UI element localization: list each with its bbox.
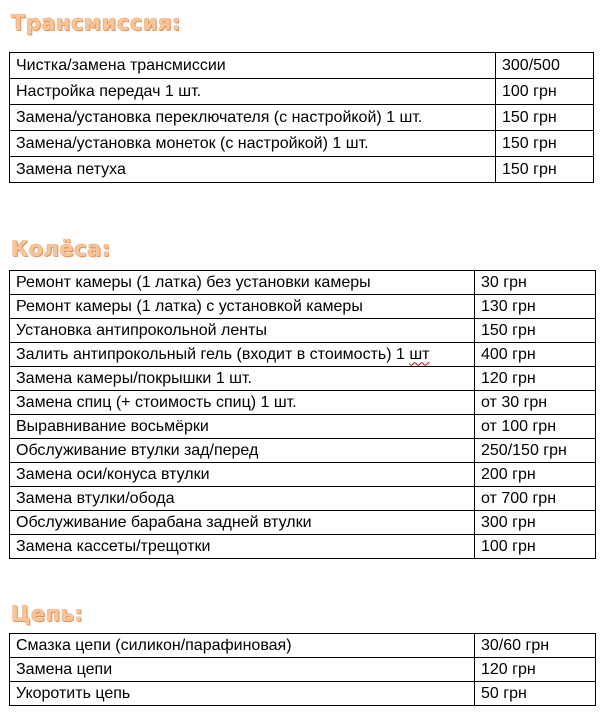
price-cell: 300/500 (496, 53, 594, 79)
table-row (10, 131, 594, 157)
price-cell: 300 грн (475, 511, 596, 535)
service-cell: Замена цепи (10, 658, 475, 682)
price-cell: от 100 грн (475, 415, 596, 439)
price-cell: 250/150 грн (475, 439, 596, 463)
table-row (10, 391, 596, 415)
spellcheck-flagged-word: шт (409, 345, 430, 363)
service-cell: Обслуживание втулки зад/перед (10, 439, 475, 463)
service-cell: Замена спиц (+ стоимость спиц) 1 шт. (10, 391, 475, 415)
table-row (10, 343, 596, 367)
table-row (10, 271, 596, 295)
price-cell: 30/60 грн (475, 634, 596, 658)
price-cell: 30 грн (475, 271, 596, 295)
table-row (10, 79, 594, 105)
table-row (10, 634, 596, 658)
price-cell: 150 грн (496, 105, 594, 131)
price-table-transmission (9, 52, 594, 183)
table-row (10, 157, 594, 183)
price-cell: от 30 грн (475, 391, 596, 415)
service-text: Залить антипрокольный гель (входит в стоимость) 1 (16, 345, 410, 363)
table-row (10, 295, 596, 319)
price-table-wheels (9, 270, 596, 559)
service-cell: Замена оси/конуса втулки (10, 463, 475, 487)
table-row (10, 53, 594, 79)
price-cell: 100 грн (475, 535, 596, 559)
price-cell: 150 грн (496, 131, 594, 157)
service-cell: Ремонт камеры (1 латка) без установки камеры (10, 271, 475, 295)
price-cell: от 700 грн (475, 487, 596, 511)
service-cell: Обслуживание барабана задней втулки (10, 511, 475, 535)
service-cell: Замена/установка монеток (с настройкой) 1 шт. (10, 131, 496, 157)
service-cell: Установка антипрокольной ленты (10, 319, 475, 343)
table-row (10, 511, 596, 535)
section-title-wheels: Колёса: (11, 237, 111, 261)
table-row (10, 105, 594, 131)
table-row (10, 658, 596, 682)
price-cell: 50 грн (475, 682, 596, 706)
service-cell: Замена втулки/обода (10, 487, 475, 511)
price-table-chain (9, 633, 596, 706)
section-title-transmission: Трансмиссия: (11, 11, 181, 35)
table-row (10, 682, 596, 706)
table-row (10, 463, 596, 487)
section-title-chain: Цепь: (11, 602, 84, 626)
service-cell: Укоротить цепь (10, 682, 475, 706)
table-row (10, 487, 596, 511)
service-cell: Замена камеры/покрышки 1 шт. (10, 367, 475, 391)
table-row (10, 415, 596, 439)
price-cell: 150 грн (475, 319, 596, 343)
service-cell: Ремонт камеры (1 латка) с установкой камеры (10, 295, 475, 319)
service-cell: Настройка передач 1 шт. (10, 79, 496, 105)
table-row (10, 319, 596, 343)
price-cell: 120 грн (475, 367, 596, 391)
price-cell: 100 грн (496, 79, 594, 105)
price-cell: 200 грн (475, 463, 596, 487)
price-cell: 400 грн (475, 343, 596, 367)
price-cell: 120 грн (475, 658, 596, 682)
service-cell (10, 343, 475, 367)
service-cell: Замена кассеты/трещотки (10, 535, 475, 559)
service-cell: Замена/установка переключателя (с настройкой) 1 шт. (10, 105, 496, 131)
service-cell: Замена петуха (10, 157, 496, 183)
table-row (10, 367, 596, 391)
service-cell: Выравнивание восьмёрки (10, 415, 475, 439)
table-row (10, 439, 596, 463)
table-row (10, 535, 596, 559)
price-cell: 150 грн (496, 157, 594, 183)
service-cell: Смазка цепи (силикон/парафиновая) (10, 634, 475, 658)
price-cell: 130 грн (475, 295, 596, 319)
service-cell: Чистка/замена трансмиссии (10, 53, 496, 79)
